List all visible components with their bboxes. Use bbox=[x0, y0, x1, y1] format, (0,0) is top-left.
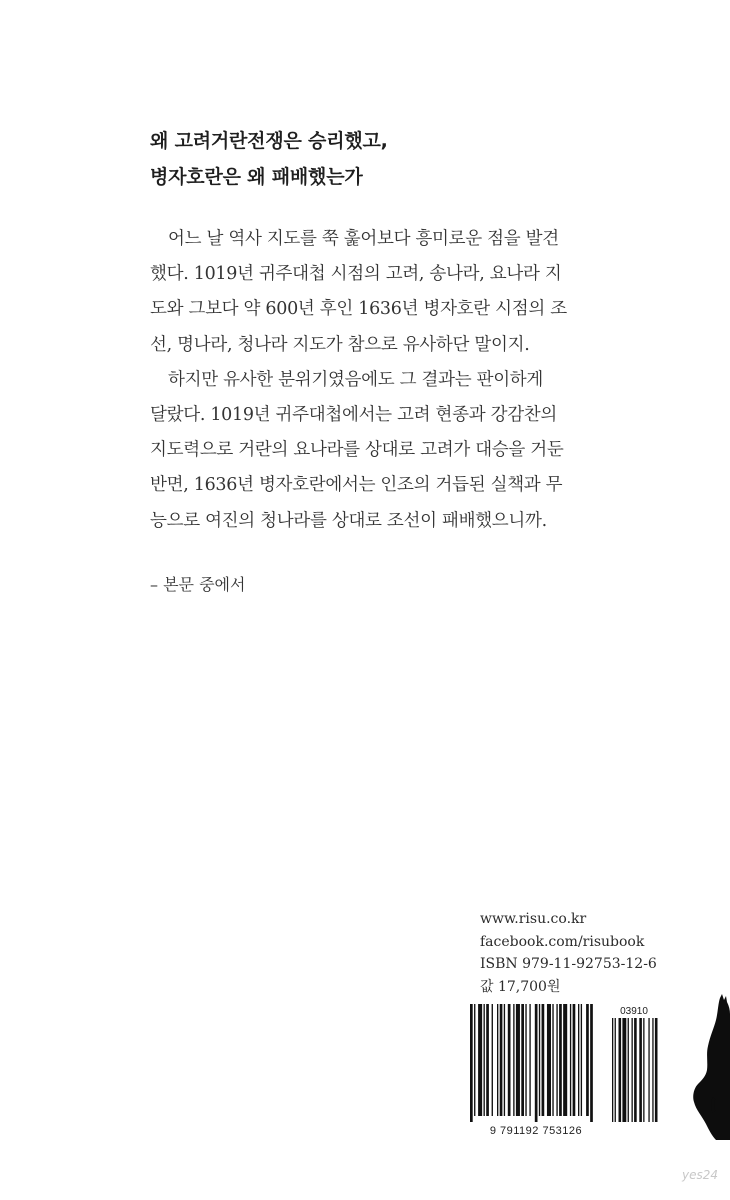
barcode-bar bbox=[542, 1004, 545, 1116]
attribution: – 본문 중에서 bbox=[150, 575, 246, 594]
barcode-bar bbox=[478, 1004, 482, 1116]
barcode-bar bbox=[529, 1004, 530, 1116]
publisher-info bbox=[480, 908, 657, 998]
barcode-addon-bar bbox=[639, 1018, 642, 1122]
barcode-addon-bar bbox=[655, 1018, 658, 1122]
paragraph-line: 하지만 유사한 분위기였음에도 그 결과는 판이하게 bbox=[168, 369, 544, 390]
paragraph-2 bbox=[150, 363, 590, 539]
excerpt-body bbox=[150, 222, 590, 539]
barcode-addon-bar bbox=[634, 1018, 637, 1122]
price: 값 17,700원 bbox=[480, 978, 561, 995]
barcode-addon-bar bbox=[612, 1018, 613, 1122]
paragraph-line: 반면, 1636년 병자호란에서는 인조의 거듭된 실책과 무 bbox=[150, 475, 563, 496]
barcode-main-bars bbox=[470, 1004, 593, 1122]
barcode-addon-bar bbox=[615, 1018, 616, 1122]
barcode-bar bbox=[497, 1004, 498, 1116]
isbn: ISBN 979-11-92753-12-6 bbox=[480, 956, 657, 972]
paragraph-line: 했다. 1019년 귀주대첩 시점의 고려, 송나라, 요나라 지 bbox=[150, 264, 562, 285]
barcode-addon-bar bbox=[652, 1018, 653, 1122]
barcode-bar bbox=[590, 1004, 593, 1122]
barcode-bar bbox=[556, 1004, 557, 1116]
barcode-bar bbox=[559, 1004, 562, 1116]
barcode-bar bbox=[484, 1004, 485, 1116]
watermark: yes24 bbox=[682, 1168, 719, 1182]
paragraph-line: 어느 날 역사 지도를 쭉 훑어보다 흥미로운 점을 발견 bbox=[168, 229, 559, 249]
publisher-facebook: facebook.com/risubook bbox=[480, 933, 645, 950]
barcode-bar bbox=[578, 1004, 579, 1116]
barcode-bar bbox=[486, 1004, 489, 1116]
barcode-addon-bar bbox=[622, 1018, 626, 1122]
barcode-bar bbox=[504, 1004, 505, 1116]
barcode-bar bbox=[521, 1004, 524, 1116]
barcode-bar bbox=[573, 1004, 576, 1116]
paragraph-line: 도와 그보다 약 600년 후인 1636년 병자호란 시점의 조 bbox=[150, 299, 567, 320]
publisher-website: www.risu.co.kr bbox=[480, 911, 587, 927]
headline-line-1: 왜 고려거란전쟁은 승리했고, bbox=[150, 130, 388, 152]
barcode-bar bbox=[570, 1004, 571, 1116]
headline bbox=[150, 123, 388, 195]
paragraph-line: 선, 명나라, 청나라 지도가 참으로 유사하단 말이지. bbox=[150, 334, 530, 355]
barcode-bar bbox=[513, 1004, 514, 1116]
barcode-addon-bars bbox=[612, 1018, 658, 1122]
barcode-bar bbox=[581, 1004, 582, 1116]
barcode-bar bbox=[516, 1004, 520, 1116]
barcode-bar bbox=[563, 1004, 567, 1116]
cat-silhouette-icon bbox=[690, 990, 730, 1140]
barcode-addon-bar bbox=[628, 1018, 629, 1122]
barcode-bar bbox=[547, 1004, 551, 1116]
barcode-bar bbox=[535, 1004, 538, 1122]
paragraph-line: 달랐다. 1019년 귀주대첩에서는 고려 현종과 강감찬의 bbox=[150, 405, 558, 426]
barcode-addon-label: 03910 bbox=[620, 1006, 648, 1017]
paragraph-line: 능으로 여진의 청나라를 상대로 조선이 패배했으니까. bbox=[150, 510, 547, 531]
barcode-addon-bar bbox=[619, 1018, 622, 1122]
barcode-bar bbox=[470, 1004, 473, 1122]
paragraph-1 bbox=[150, 222, 590, 363]
paragraph-line: 지도력으로 거란의 요나라를 상대로 고려가 대승을 거둔 bbox=[150, 440, 564, 461]
barcode-bar bbox=[500, 1004, 503, 1116]
barcode-addon-bar bbox=[632, 1018, 633, 1122]
barcode-graphic bbox=[466, 1002, 666, 1138]
barcode-number: 9 791192 753126 bbox=[489, 1125, 583, 1137]
barcode-addon-bar bbox=[648, 1018, 649, 1122]
headline-line-2: 병자호란은 왜 패배했는가 bbox=[150, 166, 363, 188]
barcode-bar bbox=[586, 1004, 589, 1116]
barcode bbox=[466, 1002, 666, 1138]
barcode-bar bbox=[539, 1004, 540, 1116]
barcode-bar bbox=[525, 1004, 526, 1116]
barcode-addon-bar bbox=[643, 1018, 644, 1122]
barcode-bar bbox=[508, 1004, 511, 1116]
barcode-bar bbox=[474, 1004, 475, 1116]
barcode-bar bbox=[492, 1004, 493, 1116]
barcode-bar bbox=[552, 1004, 553, 1116]
